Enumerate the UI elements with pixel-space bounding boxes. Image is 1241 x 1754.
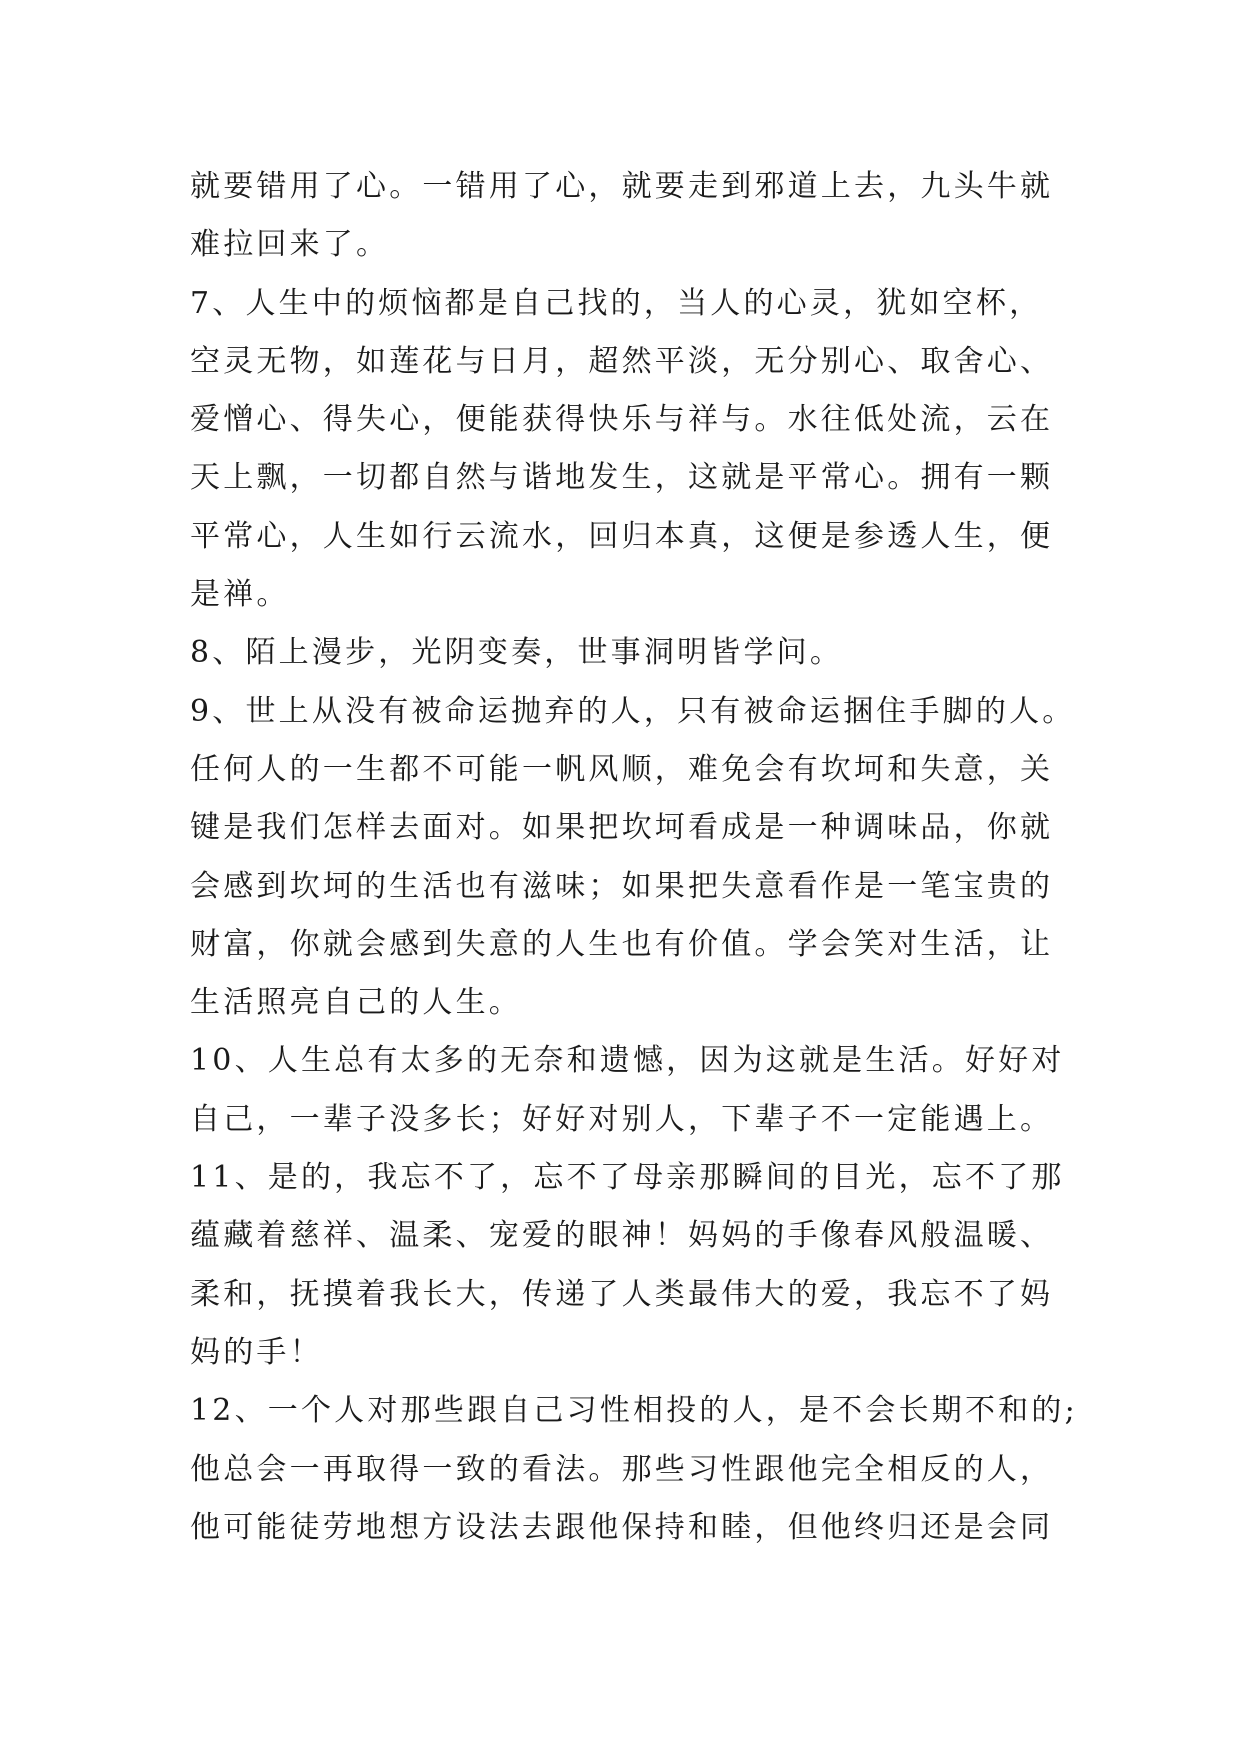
text-line: 就要错用了心。一错用了心，就要走到邪道上去，九头牛就: [190, 169, 1054, 204]
text-line: 蕴藏着慈祥、温柔、宠爱的眼神！妈妈的手像春风般温暖、: [190, 1218, 1054, 1254]
text-line: 空灵无物，如莲花与日月，超然平淡，无分别心、取舍心、: [190, 343, 1054, 379]
text-line: 生活照亮自己的人生。: [190, 985, 522, 1021]
text-line: 7、人生中的烦恼都是自己找的，当人的心灵，犹如空杯，: [190, 285, 1043, 321]
text-line: 自己，一辈子没多长；好好对别人，下辈子不一定能遇上。: [190, 1101, 1054, 1137]
text-line: 难拉回来了。: [190, 227, 390, 263]
text-line: 妈的手！: [190, 1334, 323, 1370]
text-line: 11、是的，我忘不了，忘不了母亲那瞬间的目光，忘不了那: [190, 1160, 1065, 1196]
text-line: 财富，你就会感到失意的人生也有价值。学会笑对生活，让: [190, 926, 1054, 962]
text-line: 他总会一再取得一致的看法。那些习性跟他完全相反的人，: [190, 1451, 1054, 1487]
text-line: 8、陌上漫步，光阴变奏，世事洞明皆学问。: [190, 635, 844, 671]
text-line: 平常心，人生如行云流水，回归本真，这便是参透人生，便: [190, 518, 1054, 554]
text-line: 键是我们怎样去面对。如果把坎坷看成是一种调味品，你就: [190, 810, 1054, 846]
text-line: 柔和，抚摸着我长大，传递了人类最伟大的爱，我忘不了妈: [190, 1276, 1054, 1312]
text-line: 是禅。: [190, 577, 290, 613]
text-line: 会感到坎坷的生活也有滋味；如果把失意看作是一笔宝贵的: [190, 868, 1054, 904]
text-line: 任何人的一生都不可能一帆风顺，难免会有坎坷和失意，关: [190, 751, 1054, 787]
text-line: 12、一个人对那些跟自己习性相投的人，是不会长期不和的;: [190, 1393, 1078, 1429]
text-line: 他可能徒劳地想方设法去跟他保持和睦，但他终归还是会同: [190, 1509, 1054, 1545]
text-line: 天上飘，一切都自然与谐地发生，这就是平常心。拥有一颗: [190, 460, 1054, 496]
text-line: 爱憎心、得失心，便能获得快乐与祥与。水往低处流，云在: [190, 402, 1054, 438]
text-line: 10、人生总有太多的无奈和遗憾，因为这就是生活。好好对: [190, 1043, 1065, 1079]
body-text: [190, 158, 1078, 1557]
text-line: 9、世上从没有被命运抛弃的人，只有被命运捆住手脚的人。: [190, 693, 1076, 729]
